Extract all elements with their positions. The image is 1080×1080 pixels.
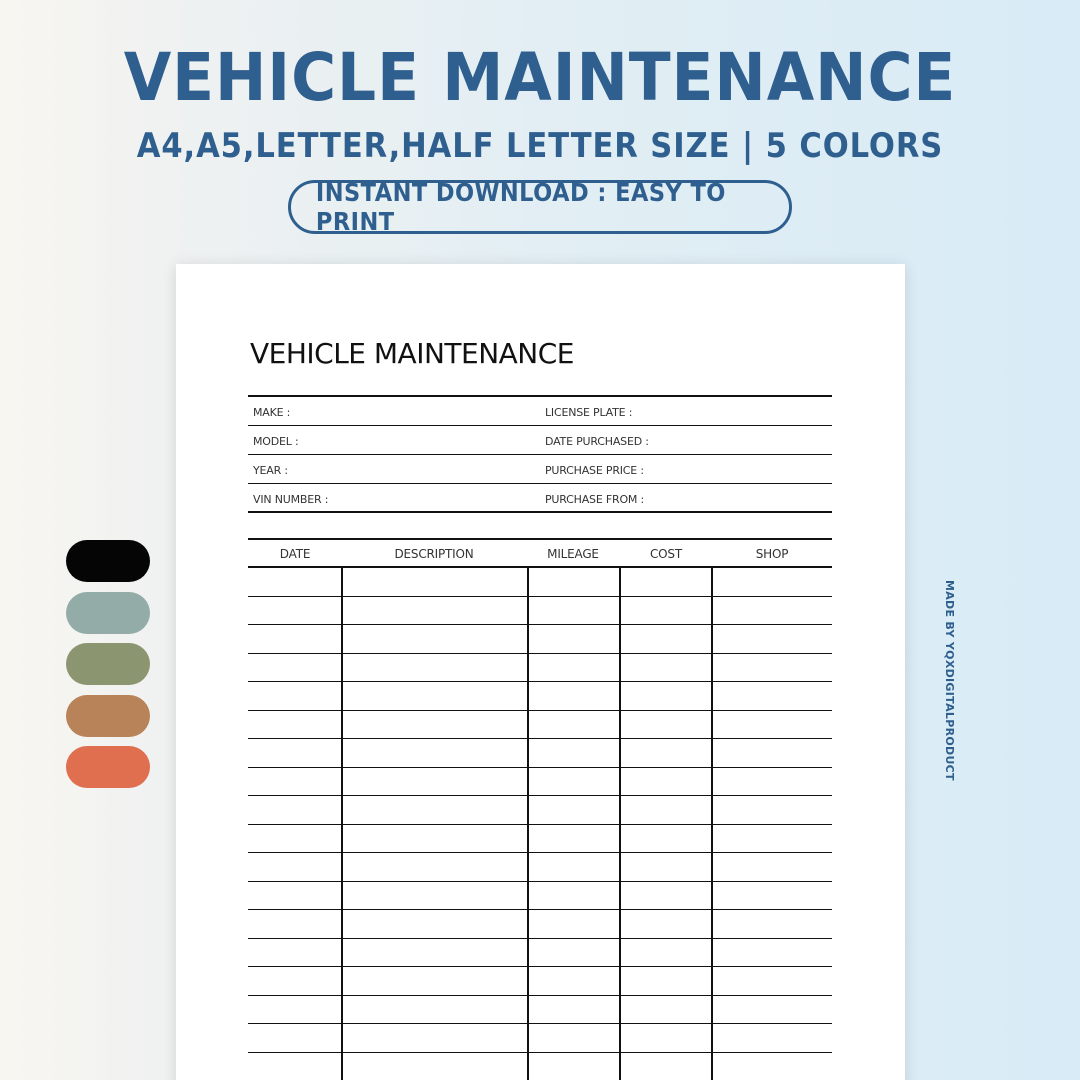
table-row xyxy=(248,768,832,797)
table-row xyxy=(248,939,832,968)
table-row xyxy=(248,1024,832,1053)
table-row xyxy=(248,882,832,911)
column-divider xyxy=(341,568,343,1080)
field-date-purchased-label: DATE PURCHASED : xyxy=(545,435,649,448)
table-row xyxy=(248,967,832,996)
field-license-plate-label: LICENSE PLATE : xyxy=(545,406,633,419)
table-row xyxy=(248,711,832,740)
info-row xyxy=(248,397,832,426)
color-swatch-coral xyxy=(66,746,150,788)
product-subtitle: A4,A5,LETTER,HALF LETTER SIZE | 5 COLORS xyxy=(136,126,944,166)
column-header-shop: SHOP xyxy=(755,547,789,561)
table-row xyxy=(248,853,832,882)
maintenance-log-header xyxy=(248,538,832,568)
info-row xyxy=(248,426,832,455)
table-row xyxy=(248,1053,832,1080)
color-swatch-sage xyxy=(66,592,150,634)
product-title: VEHICLE MAINTENANCE xyxy=(123,39,957,116)
column-header-date: DATE xyxy=(279,547,311,561)
table-row xyxy=(248,996,832,1025)
table-row xyxy=(248,910,832,939)
column-header-mileage: MILEAGE xyxy=(547,547,599,561)
sheet-title: VEHICLE MAINTENANCE xyxy=(250,337,574,370)
table-row xyxy=(248,597,832,626)
info-row xyxy=(248,484,832,513)
table-row xyxy=(248,625,832,654)
column-header-cost: COST xyxy=(650,547,682,561)
table-row xyxy=(248,682,832,711)
field-purchase-price-label: PURCHASE PRICE : xyxy=(545,464,644,477)
column-header-description: DESCRIPTION xyxy=(394,547,474,561)
printable-sheet xyxy=(176,264,905,1080)
color-swatches xyxy=(66,540,150,798)
color-swatch-olive xyxy=(66,643,150,685)
table-row xyxy=(248,739,832,768)
color-swatch-black xyxy=(66,540,150,582)
column-divider xyxy=(527,568,529,1080)
table-row xyxy=(248,796,832,825)
column-divider xyxy=(711,568,713,1080)
field-purchase-from-label: PURCHASE FROM : xyxy=(545,493,645,506)
table-row xyxy=(248,654,832,683)
field-year-label: YEAR : xyxy=(253,464,288,477)
table-row xyxy=(248,825,832,854)
maintenance-log-body xyxy=(248,568,832,1080)
column-divider xyxy=(619,568,621,1080)
field-model-label: MODEL : xyxy=(253,435,299,448)
download-banner xyxy=(288,180,792,234)
vehicle-info-grid xyxy=(248,395,832,513)
field-make-label: MAKE : xyxy=(253,406,291,419)
download-banner-label: INSTANT DOWNLOAD : EASY TO PRINT xyxy=(315,178,726,236)
field-vin-number-label: VIN NUMBER : xyxy=(253,493,329,506)
credit-text: MADE BY YQXDIGITALPRODUCT xyxy=(943,580,956,781)
info-row xyxy=(248,455,832,484)
table-row xyxy=(248,568,832,597)
color-swatch-tan xyxy=(66,695,150,737)
